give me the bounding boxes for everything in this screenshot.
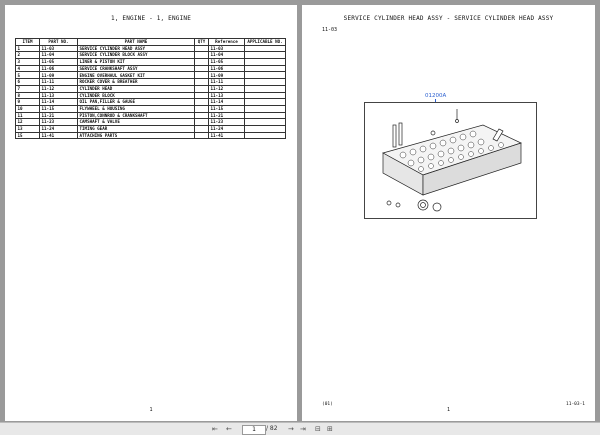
table-cell: 11-05 (209, 59, 245, 66)
table-cell (245, 92, 286, 99)
table-cell: PISTON,CONNROD & CRANKSHAFT (78, 112, 195, 119)
table-cell (245, 125, 286, 132)
table-cell: 11-05 (40, 59, 78, 66)
table-cell: 11-12 (40, 85, 78, 92)
section-code: 11-03 (322, 27, 338, 33)
table-cell: 11-24 (209, 125, 245, 132)
table-cell: 4 (16, 65, 40, 72)
table-cell (245, 52, 286, 59)
table-row (16, 132, 286, 139)
table-cell: 11-04 (209, 52, 245, 59)
table-cell: 11-03 (209, 45, 245, 52)
table-cell: 11 (16, 112, 40, 119)
table-cell: 11-09 (209, 72, 245, 79)
drawing-callout: 01200A (425, 93, 447, 99)
table-cell: 2 (16, 52, 40, 59)
footer-right-code: 11-03-1 (566, 402, 585, 407)
table-cell: 11-14 (209, 99, 245, 106)
table-cell: 11-11 (209, 79, 245, 86)
previous-page-icon[interactable]: ← (226, 425, 232, 433)
table-cell (195, 65, 209, 72)
first-page-icon[interactable]: ⇤ (212, 425, 218, 433)
column-header-applicable-no: APPLICABLE NO. (245, 39, 286, 46)
page-heading: SERVICE CYLINDER HEAD ASSY - SERVICE CYLINDER HEAD ASSY (343, 15, 554, 22)
table-cell: 11-23 (40, 119, 78, 126)
column-header-item: ITEM (16, 39, 40, 46)
table-header-row (16, 39, 286, 46)
table-cell (245, 112, 286, 119)
total-pages: / 82 (266, 425, 278, 432)
table-cell: TIMING GEAR (78, 125, 195, 132)
table-cell (195, 52, 209, 59)
table-cell (195, 92, 209, 99)
table-cell (245, 99, 286, 106)
table-cell: FLYWHEEL & HOUSING (78, 105, 195, 112)
table-cell (245, 85, 286, 92)
table-cell: LINER & PISTON KIT (78, 59, 195, 66)
table-row (16, 112, 286, 119)
pdf-toolbar (0, 422, 600, 435)
table-cell (245, 72, 286, 79)
table-cell: 11-04 (40, 52, 78, 59)
parts-index-table (15, 38, 286, 139)
left-page (5, 5, 297, 421)
table-cell: 7 (16, 85, 40, 92)
parts-drawing (364, 102, 537, 219)
last-page-icon[interactable]: ⇥ (300, 425, 306, 433)
table-row (16, 85, 286, 92)
page-number: 1 (446, 407, 450, 413)
table-cell (195, 119, 209, 126)
table-cell: 15 (16, 132, 40, 139)
column-header-qty: QTY (195, 39, 209, 46)
table-cell: 8 (16, 92, 40, 99)
footer-left-code: (01) (322, 402, 333, 407)
table-cell: 11-23 (209, 119, 245, 126)
table-cell: 11-41 (40, 132, 78, 139)
table-cell: 11-24 (40, 125, 78, 132)
table-cell (245, 59, 286, 66)
table-cell: 11-21 (40, 112, 78, 119)
page-number-input[interactable]: 1 (242, 425, 266, 435)
table-cell (195, 85, 209, 92)
table-row (16, 59, 286, 66)
table-cell (195, 112, 209, 119)
table-cell: 11-12 (209, 85, 245, 92)
table-row (16, 92, 286, 99)
table-cell: ENGINE OVERHAUL GASKET KIT (78, 72, 195, 79)
table-row (16, 125, 286, 132)
table-row (16, 45, 286, 52)
table-cell (195, 132, 209, 139)
table-cell (195, 45, 209, 52)
table-row (16, 79, 286, 86)
table-cell: 13 (16, 125, 40, 132)
table-cell: SERVICE CYLINDER BLOCK ASSY (78, 52, 195, 59)
page-number: 1 (149, 407, 153, 413)
table-cell: OIL PAN,FILLER & GAUGE (78, 99, 195, 106)
table-cell (195, 105, 209, 112)
table-cell (195, 125, 209, 132)
table-cell (195, 59, 209, 66)
table-cell: 11-15 (209, 105, 245, 112)
table-cell: 11-06 (40, 65, 78, 72)
table-cell (245, 79, 286, 86)
page-heading: 1, ENGINE - 1, ENGINE (110, 15, 192, 22)
table-cell (195, 99, 209, 106)
table-cell: ROCKER COVER & BREATHER (78, 79, 195, 86)
right-page (302, 5, 595, 421)
table-cell: 9 (16, 99, 40, 106)
table-cell (195, 79, 209, 86)
table-cell: 11-15 (40, 105, 78, 112)
cylinder-head-drawing (365, 103, 536, 218)
table-cell: 10 (16, 105, 40, 112)
table-cell: 6 (16, 79, 40, 86)
zoom-out-icon[interactable]: ⊟ (315, 425, 321, 433)
column-header-reference: Reference (209, 39, 245, 46)
table-cell: 11-06 (209, 65, 245, 72)
table-cell (245, 105, 286, 112)
table-row (16, 52, 286, 59)
table-cell: 11-13 (209, 92, 245, 99)
table-cell (245, 45, 286, 52)
table-cell: 11-03 (40, 45, 78, 52)
table-cell: CYLINDER BLOCK (78, 92, 195, 99)
table-cell: SERVICE CYLINDER HEAD ASSY (78, 45, 195, 52)
column-header-part-no: PART NO. (40, 39, 78, 46)
table-cell: ATTACHING PARTS (78, 132, 195, 139)
table-cell (195, 72, 209, 79)
table-cell: 3 (16, 59, 40, 66)
column-header-part-name: PART NAME (78, 39, 195, 46)
table-row (16, 119, 286, 126)
next-page-icon[interactable]: → (288, 425, 294, 433)
table-row (16, 99, 286, 106)
zoom-in-icon[interactable]: ⊞ (327, 425, 333, 433)
table-cell: CAMSHAFT & VALVE (78, 119, 195, 126)
table-cell (245, 65, 286, 72)
table-cell (245, 132, 286, 139)
table-cell (245, 119, 286, 126)
table-cell: 11-09 (40, 72, 78, 79)
table-cell: 11-14 (40, 99, 78, 106)
table-row (16, 65, 286, 72)
table-cell: SERVICE CRANKSHAFT ASSY (78, 65, 195, 72)
table-cell: 11-41 (209, 132, 245, 139)
table-cell: 12 (16, 119, 40, 126)
table-cell: 11-21 (209, 112, 245, 119)
table-cell: 11-11 (40, 79, 78, 86)
table-cell: CYLINDER HEAD (78, 85, 195, 92)
table-cell: 5 (16, 72, 40, 79)
table-cell: 11-13 (40, 92, 78, 99)
table-row (16, 72, 286, 79)
table-row (16, 105, 286, 112)
table-cell: 1 (16, 45, 40, 52)
